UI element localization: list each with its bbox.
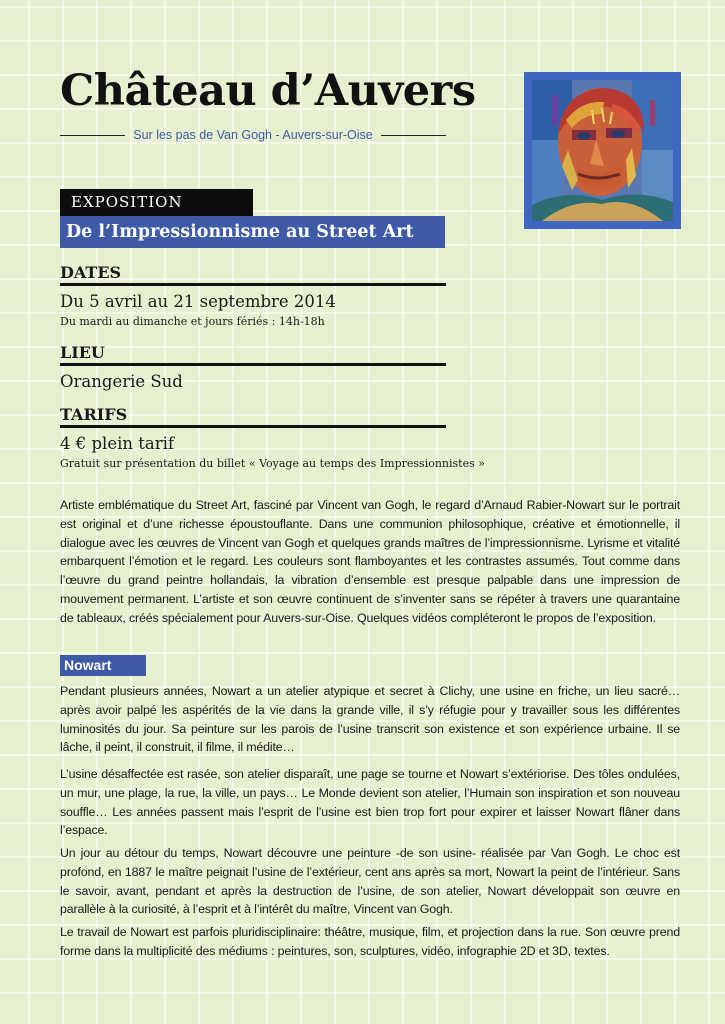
lieu-heading: LIEU xyxy=(60,343,446,366)
tarifs-heading: TARIFS xyxy=(60,405,446,428)
tarifs-free-note: Gratuit sur présentation du billet « Voyage au temps des Impressionnistes » xyxy=(60,457,485,470)
nowart-paragraph-4: Le travail de Nowart est parfois pluridisciplinaire: théâtre, musique, film, et projection dans la rue. Son œuvre prend forme dans la multiplicité des médiums : peintures, son, sculptures, vidéo, infographie 2D et 3D, textes. xyxy=(60,925,680,958)
page-title: Château d’Auvers xyxy=(60,66,476,116)
exhibition-tag: EXPOSITION xyxy=(60,189,253,216)
portrait-artwork xyxy=(532,80,673,221)
van-gogh-portrait-image xyxy=(524,72,681,229)
nowart-paragraph-1: Pendant plusieurs années, Nowart a un atelier atypique et secret à Clichy, une usine en friche, un lieu sacré… après avoir palpé les aspérités de la vie dans la grande ville, il s’y réfugie pour y travailler sous les différentes luminosités du jour. Sa peinture sur les parois de l’usine transcrit son existence et son expérience urbaine. Il se lâche, il peint, il construit, il filme, il médite… xyxy=(60,684,680,755)
nowart-paragraph-2: L’usine désaffectée est rasée, son atelier disparaît, une page se tourne et Nowart s’extériorise. Des tôles ondulées, un mur, une plage, la rue, la ville, un pays… Le Monde devient son atelier, l’Humain son inspiration et son nouveau souffle… Les années passent mais l’esprit de l’usine est bien trop fort pour expirer et laisser Nowart flâner dans l’espace. xyxy=(60,767,680,838)
subtitle-rule-right xyxy=(381,135,446,136)
tarifs-price: 4 € plein tarif xyxy=(60,434,174,453)
dates-hours: Du mardi au dimanche et jours fériés : 14h-18h xyxy=(60,315,325,328)
lieu-value: Orangerie Sud xyxy=(60,372,183,391)
subtitle-row xyxy=(60,128,446,142)
page-subtitle: Sur les pas de Van Gogh - Auvers-sur-Oise xyxy=(133,128,373,142)
dates-range: Du 5 avril au 21 septembre 2014 xyxy=(60,292,336,311)
dates-heading: DATES xyxy=(60,263,446,286)
intro-paragraph: Artiste emblématique du Street Art, fasciné par Vincent van Gogh, le regard d’Arnaud Rabier-Nowart sur le portrait est original et d’une richesse époustouflante. Dans une communion philosophique, créative et émotionnelle, il dialogue avec les œuvres de Vincent van Gogh et quelques grands maîtres de l’impressionnisme. Lyrisme et vitalité embarquent l’émotion et le regard. Les couleurs sont flamboyantes et les contrastes assumés. Tout comme dans l’œuvre du grand peintre hollandais, la vibration d’ensemble est presque palpable dans une impression de mouvement permanent. L’artiste et son œuvre continuent de s’inventer sans se répéter à travers une quarantaine de tableaux, créés spécialement pour Auvers-sur-Oise. Quelques vidéos compléteront le propos de l’exposition. xyxy=(60,498,680,625)
exhibition-title: De l’Impressionnisme au Street Art xyxy=(60,216,445,248)
nowart-paragraph-3: Un jour au détour du temps, Nowart découvre une peinture -de son usine- réalisée par Van Gogh. Le choc est profond, en 1887 le maître peignait l’usine de l’extérieur, cent ans après sa mort, Nowart la peint de l’intérieur. Sans le savoir, avant, pendant et après la destruction de l’usine, de son atelier, Nowart développait son œuvre en parallèle à la curiosité, à l’esprit et à l’intérêt du maître, Vincent van Gogh. xyxy=(60,846,680,917)
nowart-tag: Nowart xyxy=(60,655,146,676)
subtitle-rule-left xyxy=(60,135,125,136)
